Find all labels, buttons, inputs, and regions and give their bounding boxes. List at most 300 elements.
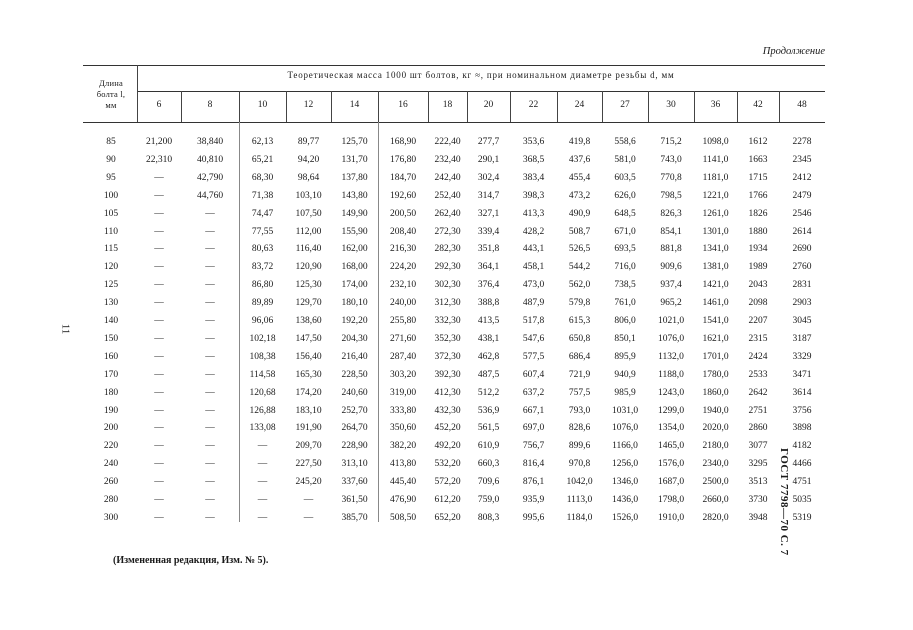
diameter-header: 20 [483, 100, 494, 110]
mass-cell: — [257, 495, 268, 505]
mass-cell: 252,40 [434, 190, 461, 201]
mass-cell: 245,20 [295, 477, 322, 488]
mass-cell: — [154, 280, 164, 291]
mass-cell: 709,6 [477, 477, 500, 488]
mass-cell: 361,50 [341, 495, 368, 505]
mass-cell: 1181,0 [702, 172, 729, 183]
mass-cell: — [303, 495, 314, 505]
mass-cell: 1184,0 [566, 512, 593, 523]
mass-cell: 255,80 [389, 316, 417, 326]
mass-cell: 1354,0 [657, 423, 685, 434]
mass-cell: 3513 [748, 477, 768, 488]
mass-cell: 302,30 [434, 280, 461, 291]
mass-cell: 138,60 [295, 316, 322, 326]
mass-cell: 1880 [748, 226, 768, 237]
mass-cell: 65,21 [251, 154, 274, 165]
mass-cell: 303,20 [389, 369, 417, 380]
footnote: (Измененная редакция, Изм. № 5). [113, 555, 269, 566]
mass-cell: 1042,0 [566, 477, 593, 488]
mass-cell: — [154, 405, 164, 416]
mass-cell: — [154, 441, 164, 452]
mass-cell: 876,1 [522, 477, 545, 488]
mass-cell: 108,38 [249, 351, 276, 362]
mass-cell: 120,68 [249, 387, 276, 398]
mass-cell: 1076,0 [611, 423, 639, 434]
mass-cell: 222,40 [434, 137, 461, 147]
bolt-length-line-2: болта l, [96, 89, 126, 99]
mass-cell: 38,840 [196, 137, 224, 147]
mass-cell: 232,40 [434, 154, 461, 165]
mass-cell: 1261,0 [702, 208, 729, 219]
mass-cell: 544,2 [568, 262, 591, 273]
mass-cell: 660,3 [477, 459, 500, 470]
mass-cell: 149,90 [341, 208, 368, 219]
mass-cell: 262,40 [434, 208, 461, 219]
mass-cell: 112,00 [295, 226, 322, 237]
mass-cell: — [205, 477, 215, 488]
mass-cell: 120,90 [295, 262, 322, 273]
mass-cell: — [154, 459, 164, 470]
mass-cell: 1780,0 [702, 369, 729, 380]
mass-cell: 581,0 [614, 154, 636, 165]
mass-cell: 1461,0 [702, 298, 729, 309]
mass-cell: 428,2 [522, 226, 545, 237]
mass-cell: 333,80 [389, 405, 417, 416]
mass-cell: 413,3 [522, 208, 545, 219]
mass-cell: — [205, 387, 215, 398]
mass-cell: 131,70 [341, 154, 368, 165]
mass-cell: 2690 [792, 244, 812, 255]
mass-cell: 168,00 [341, 262, 368, 273]
mass-cell: 437,6 [568, 154, 591, 165]
mass-cell: 770,8 [660, 172, 682, 183]
mass-cell: 743,0 [660, 154, 682, 165]
mass-cell: 290,1 [477, 154, 500, 165]
mass-cell: 1188,0 [658, 369, 684, 380]
mass-cell: 693,5 [614, 244, 636, 255]
mass-cell: 577,5 [522, 351, 545, 362]
bolt-length-line-1: Длина [99, 78, 123, 88]
diameter-header: 18 [442, 100, 453, 110]
mass-cell: 432,30 [434, 405, 461, 416]
mass-cell: 242,40 [434, 172, 461, 183]
mass-cell: 603,5 [614, 172, 636, 183]
mass-cell: 339,4 [477, 226, 500, 237]
mass-cell: 3077 [748, 441, 768, 452]
mass-cell: 3614 [792, 387, 812, 398]
mass-cell: 1860,0 [702, 387, 729, 398]
mass-cell: 129,70 [295, 298, 322, 309]
mass-cell: 455,4 [568, 172, 591, 183]
mass-cell: — [154, 351, 164, 362]
mass-cell: 353,6 [522, 137, 545, 147]
mass-cell: 98,64 [297, 172, 320, 183]
mass-cell: 419,8 [568, 137, 591, 147]
mass-cell: 462,8 [477, 351, 500, 362]
mass-cell: 1113,0 [566, 495, 593, 505]
mass-cell: — [154, 512, 164, 523]
mass-cell: 808,3 [477, 512, 500, 523]
mass-cell: — [154, 208, 164, 219]
mass-cell: 2345 [792, 154, 812, 165]
mass-cell: — [205, 298, 215, 309]
mass-cell: 626,0 [614, 190, 636, 201]
mass-cell: 302,4 [477, 172, 500, 183]
diameter-header: 24 [574, 100, 585, 110]
mass-cell: 292,30 [434, 262, 461, 273]
bolt-length-cell: 220 [103, 441, 119, 452]
mass-cell: 1715 [748, 172, 768, 183]
mass-cell: 671,0 [614, 226, 636, 237]
mass-cell: 319,00 [389, 387, 417, 398]
bolt-length-cell: 150 [103, 333, 119, 344]
mass-cell: 184,70 [389, 172, 417, 183]
mass-cell: 2315 [748, 333, 768, 344]
mass-cell: 22,310 [145, 154, 173, 165]
mass-cell: 1701,0 [702, 351, 729, 362]
mass-cell: — [205, 512, 215, 523]
mass-cell: 1166,0 [612, 441, 638, 452]
mass-cell: — [205, 405, 215, 416]
mass-cell: 1243,0 [657, 387, 685, 398]
mass-cell: 200,50 [389, 208, 417, 219]
mass-cell: 1766 [748, 190, 768, 201]
mass-cell: 388,8 [477, 298, 500, 309]
mass-cell: 517,8 [522, 316, 545, 326]
mass-cell: 532,20 [434, 459, 461, 470]
mass-cell: 143,80 [341, 190, 368, 201]
mass-cell: 1663 [748, 154, 768, 165]
mass-cell: — [205, 316, 215, 326]
mass-cell: 1465,0 [657, 441, 685, 452]
mass-cell: 240,60 [341, 387, 368, 398]
mass-cell: 314,7 [477, 190, 500, 201]
mass-cell: 86,80 [251, 280, 274, 291]
mass-cell: 652,20 [434, 512, 461, 523]
diameter-header: 12 [303, 100, 314, 110]
mass-cell: 526,5 [568, 244, 591, 255]
mass-cell: 162,00 [341, 244, 368, 255]
mass-cell: 180,10 [341, 298, 368, 309]
mass-cell: 4466 [792, 459, 812, 470]
mass-cell: — [257, 459, 268, 470]
mass-cell: — [205, 369, 215, 380]
table-header-bottom-rule [83, 122, 825, 123]
mass-cell: 209,70 [295, 441, 322, 452]
mass-cell: 1934 [748, 244, 768, 255]
mass-cell: 716,0 [614, 262, 636, 273]
bolt-length-cell: 160 [103, 351, 119, 362]
mass-cell: 561,5 [477, 423, 500, 434]
mass-cell: 816,4 [522, 459, 545, 470]
mass-cell: 1098,0 [702, 137, 729, 147]
mass-cell: 398,3 [522, 190, 545, 201]
mass-cell: 508,7 [568, 226, 591, 237]
mass-cell: 287,40 [389, 351, 417, 362]
mass-cell: 183,10 [295, 405, 322, 416]
bolt-length-cell: 100 [103, 190, 119, 201]
bolt-length-cell: 170 [103, 369, 119, 380]
mass-cell: 125,70 [341, 137, 368, 147]
continuation-label: Продолжение [762, 46, 825, 57]
mass-cell: 935,9 [522, 495, 545, 505]
mass-cell: 2546 [792, 208, 812, 219]
bolt-length-cell: 120 [103, 262, 119, 273]
mass-cell: 2043 [748, 280, 768, 291]
mass-cell: 1076,0 [657, 333, 685, 344]
mass-cell: 96,06 [251, 316, 274, 326]
mass-cell: 895,9 [614, 351, 636, 362]
mass-cell: 372,30 [434, 351, 461, 362]
mass-cell: 970,8 [568, 459, 591, 470]
mass-cell: 102,18 [249, 333, 276, 344]
mass-cell: — [154, 369, 164, 380]
mass-cell: 4182 [792, 441, 812, 452]
mass-cell: — [154, 190, 164, 201]
mass-cell: — [205, 423, 215, 434]
mass-cell: 806,0 [614, 316, 636, 326]
mass-cell: 2860 [748, 423, 768, 434]
mass-cell: 1687,0 [657, 477, 685, 488]
mass-cell: 1940,0 [702, 405, 729, 416]
mass-cell: 71,38 [251, 190, 274, 201]
mass-cell: 490,9 [568, 208, 591, 219]
mass-cell: 125,30 [295, 280, 322, 291]
mass-cell: 155,90 [341, 226, 368, 237]
diameter-header: 10 [257, 100, 268, 110]
mass-cell: 174,20 [295, 387, 322, 398]
mass-cell: 757,5 [568, 387, 591, 398]
mass-cell: 168,90 [389, 137, 417, 147]
mass-cell: 2751 [748, 405, 768, 416]
mass-cell: 382,20 [389, 441, 417, 452]
mass-cell: 686,4 [568, 351, 591, 362]
mass-cell: 2500,0 [702, 477, 729, 488]
mass-cell: 2614 [792, 226, 812, 237]
mass-cell: 133,08 [249, 423, 276, 434]
mass-cell: 1798,0 [657, 495, 685, 505]
mass-cell: 2020,0 [702, 423, 729, 434]
mass-cell: 2180,0 [702, 441, 729, 452]
mass-cell: — [257, 512, 268, 523]
mass-cell: — [257, 441, 268, 452]
mass-cell: 899,6 [568, 441, 591, 452]
mass-cell: 940,9 [614, 369, 636, 380]
mass-cell: 40,810 [196, 154, 224, 165]
bolt-length-cell: 190 [103, 405, 119, 416]
bolt-length-cell: 280 [103, 495, 119, 505]
mass-cell: 3045 [792, 316, 812, 326]
diameter-header: 22 [528, 100, 539, 110]
mass-cell: 445,40 [389, 477, 417, 488]
mass-cell: 2098 [748, 298, 768, 309]
mass-cell: 74,47 [251, 208, 274, 219]
mass-cell: 1256,0 [611, 459, 639, 470]
mass-cell: 232,10 [389, 280, 417, 291]
bolt-length-cell: 95 [106, 172, 116, 183]
mass-cell: 271,60 [389, 333, 417, 344]
mass-cell: 572,20 [434, 477, 461, 488]
mass-cell: — [154, 244, 164, 255]
mass-cell: 282,30 [434, 244, 461, 255]
mass-cell: 192,20 [341, 316, 368, 326]
bolt-length-cell: 110 [104, 226, 118, 237]
mass-cell: — [154, 495, 164, 505]
bolt-length-cell: 180 [103, 387, 119, 398]
mass-cell: 191,90 [295, 423, 322, 434]
mass-cell: 364,1 [477, 262, 500, 273]
mass-cell: 224,20 [389, 262, 417, 273]
mass-cell: 216,30 [389, 244, 417, 255]
diameter-header: 8 [207, 100, 213, 110]
mass-cell: 738,5 [614, 280, 636, 291]
mass-cell: 192,60 [389, 190, 417, 201]
table-title: Теоретическая масса 1000 шт болтов, кг ≈, при номинальном диаметре резьбы d, мм [287, 70, 675, 80]
mass-cell: 2278 [792, 137, 812, 147]
bolt-length-line-3: мм [105, 100, 117, 110]
mass-cell: 208,40 [389, 226, 417, 237]
table-top-rule [83, 65, 825, 66]
mass-cell: 89,77 [297, 137, 320, 147]
mass-cell: 615,3 [568, 316, 591, 326]
mass-cell: — [303, 512, 314, 523]
mass-cell: 2831 [792, 280, 812, 291]
mass-cell: 103,10 [295, 190, 322, 201]
body-column-guide [239, 122, 240, 522]
mass-cell: — [205, 262, 215, 273]
diameter-header: 42 [753, 100, 763, 110]
diameter-header: 30 [666, 100, 676, 110]
mass-cell: 487,9 [522, 298, 545, 309]
mass-cell: 228,90 [341, 441, 368, 452]
diameter-header: 6 [156, 100, 162, 110]
mass-cell: 473,0 [522, 280, 545, 291]
mass-cell: 216,40 [341, 351, 368, 362]
mass-cell: — [205, 208, 215, 219]
mass-cell: — [205, 244, 215, 255]
mass-cell: 44,760 [196, 190, 224, 201]
mass-cell: 607,4 [522, 369, 545, 380]
mass-cell: 756,7 [522, 441, 545, 452]
mass-cell: 376,4 [477, 280, 500, 291]
bolt-length-cell: 130 [103, 298, 119, 309]
mass-cell: 1299,0 [657, 405, 685, 416]
mass-cell: 438,1 [477, 333, 500, 344]
mass-cell: — [154, 226, 164, 237]
mass-cell: 443,1 [522, 244, 545, 255]
mass-cell: 512,2 [477, 387, 500, 398]
mass-cell: 350,60 [389, 423, 417, 434]
mass-cell: 3756 [792, 405, 812, 416]
bolt-length-cell: 85 [106, 137, 116, 147]
mass-cell: 272,30 [434, 226, 461, 237]
mass-cell: 828,6 [568, 423, 591, 434]
mass-cell: 5319 [792, 512, 812, 523]
mass-cell: 1526,0 [611, 512, 639, 523]
mass-cell: 156,40 [295, 351, 322, 362]
mass-cell: 352,30 [434, 333, 461, 344]
mass-cell: 62,13 [251, 137, 274, 147]
mass-cell: 1621,0 [702, 333, 729, 344]
mass-cell: 1910,0 [657, 512, 685, 523]
mass-cell: 487,5 [477, 369, 500, 380]
mass-cell: 558,6 [614, 137, 636, 147]
mass-cell: 227,50 [295, 459, 322, 470]
mass-cell: 126,88 [249, 405, 276, 416]
mass-cell: 798,5 [660, 190, 682, 201]
mass-cell: 697,0 [522, 423, 545, 434]
mass-cell: 1989 [748, 262, 768, 273]
mass-cell: 165,30 [295, 369, 322, 380]
bolt-length-cell: 240 [103, 459, 119, 470]
mass-cell: 492,20 [434, 441, 461, 452]
mass-cell: 637,2 [522, 387, 545, 398]
mass-cell: 3187 [792, 333, 812, 344]
mass-cell: 5035 [792, 495, 812, 505]
mass-cell: 2412 [792, 172, 812, 183]
mass-cell: 854,1 [660, 226, 682, 237]
mass-cell: 116,40 [295, 244, 322, 255]
mass-cell: 2820,0 [702, 512, 729, 523]
mass-cell: 1436,0 [611, 495, 639, 505]
mass-cell: — [205, 226, 215, 237]
mass-cell: 1346,0 [611, 477, 639, 488]
mass-cell: 648,5 [614, 208, 636, 219]
mass-cell: 114,58 [249, 369, 276, 380]
mass-cell: 715,2 [660, 137, 682, 147]
mass-cell: — [205, 351, 215, 362]
bolt-length-cell: 115 [104, 244, 118, 255]
bolt-length-cell: 300 [103, 512, 119, 523]
mass-cell: 667,1 [522, 405, 545, 416]
mass-cell: 385,70 [341, 512, 368, 523]
bolt-length-cell: 105 [103, 208, 119, 219]
mass-cell: 793,0 [568, 405, 591, 416]
body-column-guide [378, 122, 379, 522]
mass-cell: 252,70 [341, 405, 368, 416]
mass-cell: 42,790 [196, 172, 224, 183]
table-header-rule [137, 91, 825, 92]
mass-cell: 937,4 [660, 280, 682, 291]
mass-cell: 312,30 [434, 298, 461, 309]
mass-cell: 1221,0 [702, 190, 729, 201]
mass-cell: 761,0 [614, 298, 636, 309]
mass-cell: — [257, 477, 268, 488]
mass-cell: 68,30 [251, 172, 274, 183]
mass-cell: 721,9 [568, 369, 591, 380]
mass-cell: 240,00 [389, 298, 417, 309]
diameter-header: 14 [349, 100, 360, 110]
mass-cell: 2479 [792, 190, 812, 201]
mass-cell: 412,30 [434, 387, 461, 398]
mass-cell: 965,2 [660, 298, 682, 309]
bolt-length-cell: 140 [103, 316, 119, 326]
mass-cell: 3329 [792, 351, 812, 362]
mass-cell: 2903 [792, 298, 812, 309]
mass-cell: — [205, 441, 215, 452]
mass-cell: 327,1 [477, 208, 500, 219]
bolt-column-divider [137, 65, 138, 122]
mass-cell: 476,90 [389, 495, 417, 505]
mass-cell: — [154, 333, 164, 344]
mass-cell: 137,80 [341, 172, 368, 183]
mass-cell: — [154, 172, 164, 183]
mass-cell: 1132,0 [658, 351, 684, 362]
mass-cell: 3948 [748, 512, 768, 523]
mass-cell: 147,50 [295, 333, 322, 344]
mass-cell: 458,1 [522, 262, 545, 273]
diameter-header: 16 [398, 100, 408, 110]
